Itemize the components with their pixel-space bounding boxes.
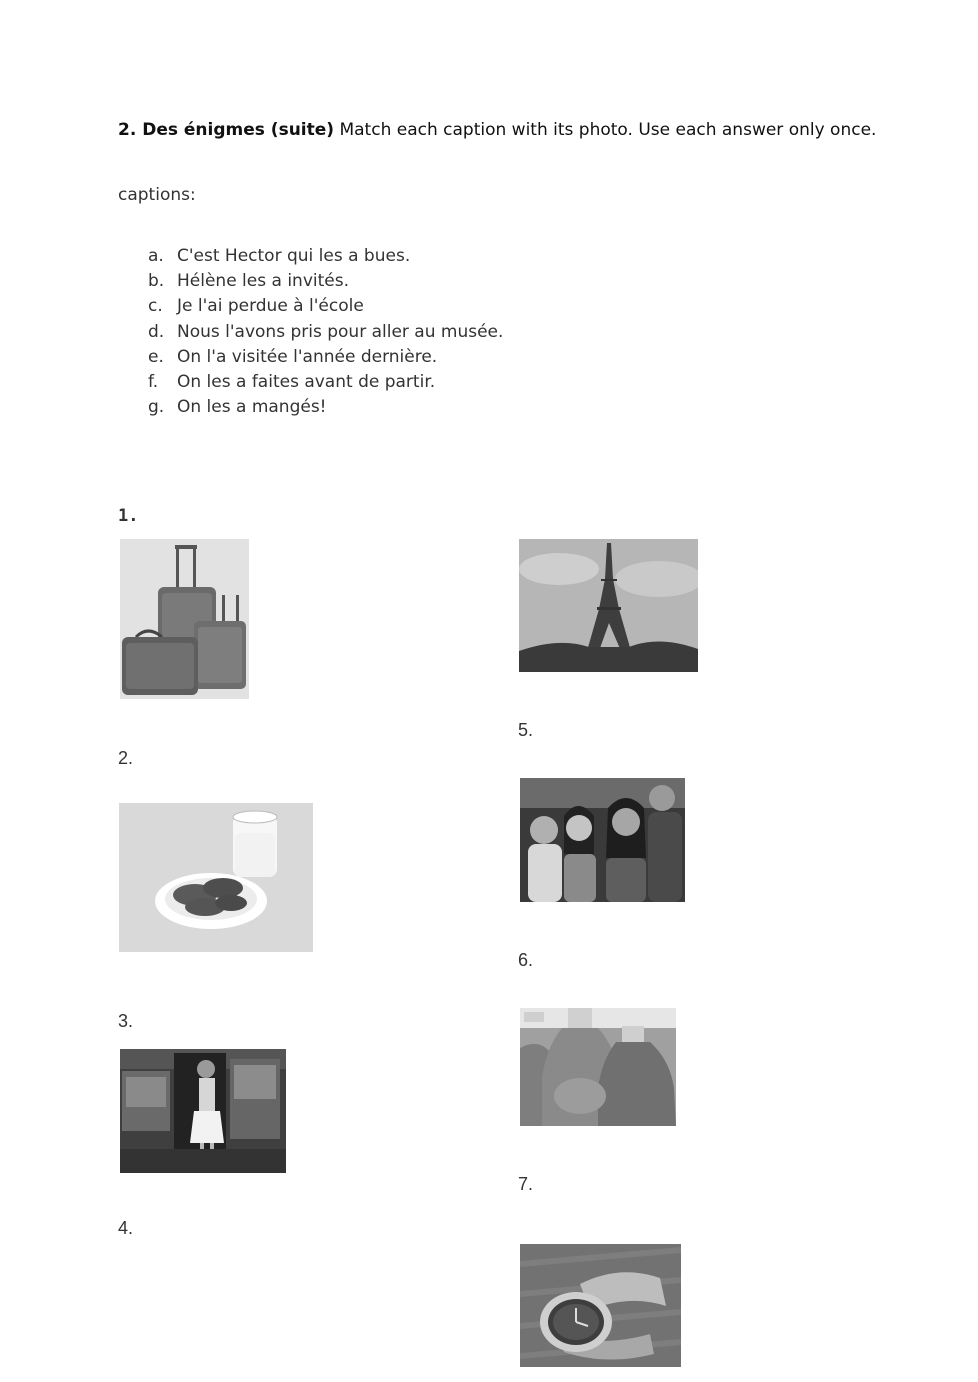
caption-text: Hélène les a invités.: [177, 271, 349, 292]
caption-text: On l'a visitée l'année dernière.: [177, 346, 438, 367]
soda-bottles-photo: [520, 1008, 676, 1126]
exercise-number: 2.: [118, 120, 137, 140]
photo-number-3: 3.: [118, 1011, 134, 1031]
caption-letter: a.: [148, 246, 164, 266]
photo-number-1: 1.: [118, 506, 139, 526]
caption-letter: g.: [148, 397, 165, 418]
caption-item: [148, 370, 503, 395]
caption-item: [148, 395, 503, 420]
caption-text: On les a faites avant de partir.: [177, 372, 436, 393]
exercise-heading: [118, 120, 876, 140]
milk-and-cookies-photo: [119, 803, 313, 952]
photo-number-7: 7.: [518, 1174, 534, 1194]
caption-text: C'est Hector qui les a bues.: [177, 246, 411, 266]
captions-label: captions:: [118, 185, 196, 205]
caption-letter: d.: [148, 321, 165, 342]
bus-photo: [120, 1049, 286, 1173]
suitcases-photo: [120, 539, 249, 699]
caption-letter: b.: [148, 271, 165, 292]
friends-photo: [520, 778, 685, 902]
caption-item: [148, 320, 503, 345]
caption-text: Je l'ai perdue à l'école: [177, 296, 364, 317]
caption-letter: e.: [148, 346, 164, 367]
eiffel-tower-photo: [519, 539, 698, 672]
photo-number-5: 5.: [518, 720, 534, 740]
caption-item: [148, 244, 503, 269]
exercise-instruction: Match each caption with its photo. Use each answer only once.: [339, 120, 877, 140]
photo-number-2: 2.: [118, 748, 134, 768]
caption-text: On les a mangés!: [177, 397, 327, 418]
caption-list: [148, 244, 503, 420]
caption-text: Nous l'avons pris pour aller au musée.: [177, 321, 504, 342]
caption-letter: f.: [148, 372, 159, 393]
caption-item: [148, 345, 503, 370]
caption-item: [148, 269, 503, 294]
photo-number-4: 4.: [118, 1218, 134, 1238]
watch-photo: [520, 1244, 681, 1367]
exercise-title: Des énigmes (suite): [142, 120, 335, 140]
caption-item: [148, 294, 503, 319]
photo-number-6: 6.: [518, 950, 534, 970]
caption-letter: c.: [148, 296, 163, 317]
